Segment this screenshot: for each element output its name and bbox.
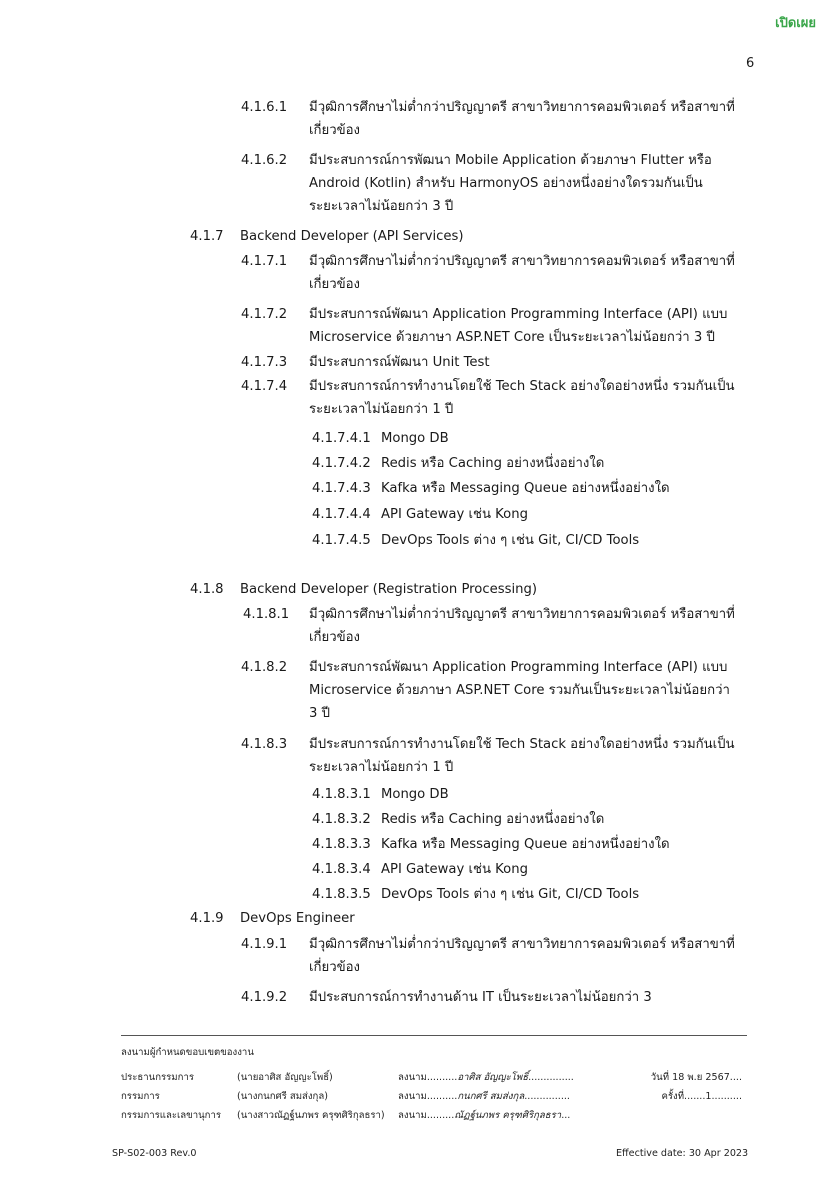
item-text-line: Mongo DB: [381, 787, 449, 802]
item-text-line: ระยะเวลาไม่น้อยกว่า 1 ปี: [309, 760, 454, 775]
footer-divider: [121, 1035, 747, 1036]
item-text-line: มีวุฒิการศึกษาไม่ต่ำกว่าปริญญาตรี สาขาวิทยาการคอมพิวเตอร์ หรือสาขาที่: [309, 937, 735, 952]
item-number: 4.1.7.4.5: [312, 533, 371, 548]
effective-date: Effective date: 30 Apr 2023: [616, 1148, 749, 1159]
item-text-line: มีประสบการณ์การทำงานโดยใช้ Tech Stack อย่างใดอย่างหนึ่ง รวมกันเป็น: [309, 737, 735, 752]
signature-line: ลงนาม.........ณัฏฐ์นภพร ครุฑศิริกุลธรา...: [398, 1110, 571, 1121]
item-text-line: DevOps Tools ต่าง ๆ เช่น Git, CI/CD Tools: [381, 533, 640, 548]
item-text-line: DevOps Engineer: [240, 911, 355, 926]
item-text-line: มีวุฒิการศึกษาไม่ต่ำกว่าปริญญาตรี สาขาวิทยาการคอมพิวเตอร์ หรือสาขาที่: [309, 100, 735, 115]
item-text-line: เกี่ยวข้อง: [309, 123, 360, 138]
item-number: 4.1.7.4.1: [312, 431, 371, 446]
item-text-line: ระยะเวลาไม่น้อยกว่า 1 ปี: [309, 402, 454, 417]
item-text-line: Kafka หรือ Messaging Queue อย่างหนึ่งอย่างใด: [381, 481, 670, 496]
item-number: 4.1.8.1: [243, 607, 290, 622]
item-number: 4.1.8.3.5: [312, 887, 371, 902]
item-number: 4.1.8.2: [241, 660, 288, 675]
item-number: 4.1.9.1: [241, 937, 288, 952]
item-number: 4.1.7: [190, 229, 224, 244]
item-text-line: Redis หรือ Caching อย่างหนึ่งอย่างใด: [381, 456, 605, 471]
item-text-line: มีประสบการณ์พัฒนา Unit Test: [309, 355, 490, 370]
item-text-line: มีประสบการณ์การพัฒนา Mobile Application ด้วยภาษา Flutter หรือ: [309, 153, 712, 168]
item-text-line: เกี่ยวข้อง: [309, 960, 360, 975]
item-number: 4.1.8.3: [241, 737, 288, 752]
item-number: 4.1.7.1: [241, 254, 288, 269]
item-number: 4.1.6.1: [241, 100, 288, 115]
item-text-line: เกี่ยวข้อง: [309, 630, 360, 645]
item-number: 4.1.9: [190, 911, 224, 926]
revision-count: ครั้งที่.......1..........: [661, 1091, 742, 1102]
classification-badge: เปิดเผย: [775, 16, 816, 31]
sign-date: วันที่ 18 พ.ย 2567....: [650, 1072, 742, 1083]
signer-role: กรรมการและเลขานุการ: [121, 1110, 222, 1121]
signer-name: (นางกนกศรี สมส่งกุล): [237, 1091, 328, 1102]
item-number: 4.1.7.3: [241, 355, 288, 370]
item-number: 4.1.8.3.2: [312, 812, 371, 827]
item-number: 4.1.6.2: [241, 153, 288, 168]
item-text-line: 3 ปี: [309, 706, 330, 721]
item-number: 4.1.7.2: [241, 307, 288, 322]
item-number: 4.1.7.4.2: [312, 456, 371, 471]
item-number: 4.1.7.4.4: [312, 507, 371, 522]
item-text-line: Kafka หรือ Messaging Queue อย่างหนึ่งอย่างใด: [381, 837, 670, 852]
item-text-line: DevOps Tools ต่าง ๆ เช่น Git, CI/CD Tools: [381, 887, 640, 902]
item-text-line: มีวุฒิการศึกษาไม่ต่ำกว่าปริญญาตรี สาขาวิทยาการคอมพิวเตอร์ หรือสาขาที่: [309, 254, 735, 269]
item-text-line: มีประสบการณ์การทำงานด้าน IT เป็นระยะเวลาไม่น้อยกว่า 3: [309, 990, 652, 1005]
signature-line: ลงนาม..........กนกศรี สมส่งกุล...............: [398, 1091, 570, 1102]
item-text-line: เกี่ยวข้อง: [309, 277, 360, 292]
item-text-line: API Gateway เช่น Kong: [381, 507, 528, 522]
item-number: 4.1.8.3.1: [312, 787, 371, 802]
item-number: 4.1.8.3.4: [312, 862, 371, 877]
signer-name: (นายอาศิส อัญญะโพธิ์): [237, 1072, 333, 1083]
signer-name: (นางสาวณัฏฐ์นภพร ครุฑศิริกุลธรา): [237, 1110, 385, 1121]
item-text-line: Backend Developer (Registration Processing): [240, 582, 538, 597]
item-text-line: Backend Developer (API Services): [240, 229, 464, 244]
doc-code: SP-S02-003 Rev.0: [112, 1148, 197, 1159]
item-number: 4.1.8: [190, 582, 224, 597]
signature-heading: ลงนามผู้กำหนดขอบเขตของงาน: [121, 1047, 254, 1058]
item-number: 4.1.7.4: [241, 379, 288, 394]
item-text-line: Mongo DB: [381, 431, 449, 446]
signer-role: ประธานกรรมการ: [121, 1072, 194, 1083]
item-text-line: Microservice ด้วยภาษา ASP.NET Core รวมกันเป็นระยะเวลาไม่น้อยกว่า: [309, 683, 730, 698]
item-text-line: Redis หรือ Caching อย่างหนึ่งอย่างใด: [381, 812, 605, 827]
item-text-line: มีประสบการณ์การทำงานโดยใช้ Tech Stack อย่างใดอย่างหนึ่ง รวมกันเป็น: [309, 379, 735, 394]
item-text-line: มีประสบการณ์พัฒนา Application Programming Interface (API) แบบ: [309, 660, 728, 675]
item-text-line: มีวุฒิการศึกษาไม่ต่ำกว่าปริญญาตรี สาขาวิทยาการคอมพิวเตอร์ หรือสาขาที่: [309, 607, 735, 622]
item-number: 4.1.7.4.3: [312, 481, 371, 496]
item-text-line: Android (Kotlin) สำหรับ HarmonyOS อย่างหนึ่งอย่างใดรวมกันเป็น: [309, 176, 703, 191]
item-text-line: API Gateway เช่น Kong: [381, 862, 528, 877]
item-number: 4.1.9.2: [241, 990, 288, 1005]
signer-role: กรรมการ: [121, 1091, 160, 1102]
item-text-line: มีประสบการณ์พัฒนา Application Programming Interface (API) แบบ: [309, 307, 728, 322]
signature-line: ลงนาม..........อาศิส อัญญะโพธิ์...............: [398, 1072, 574, 1083]
item-text-line: Microservice ด้วยภาษา ASP.NET Core เป็นระยะเวลาไม่น้อยกว่า 3 ปี: [309, 330, 715, 345]
item-text-line: ระยะเวลาไม่น้อยกว่า 3 ปี: [309, 199, 454, 214]
item-number: 4.1.8.3.3: [312, 837, 371, 852]
page-number: 6: [746, 56, 755, 71]
